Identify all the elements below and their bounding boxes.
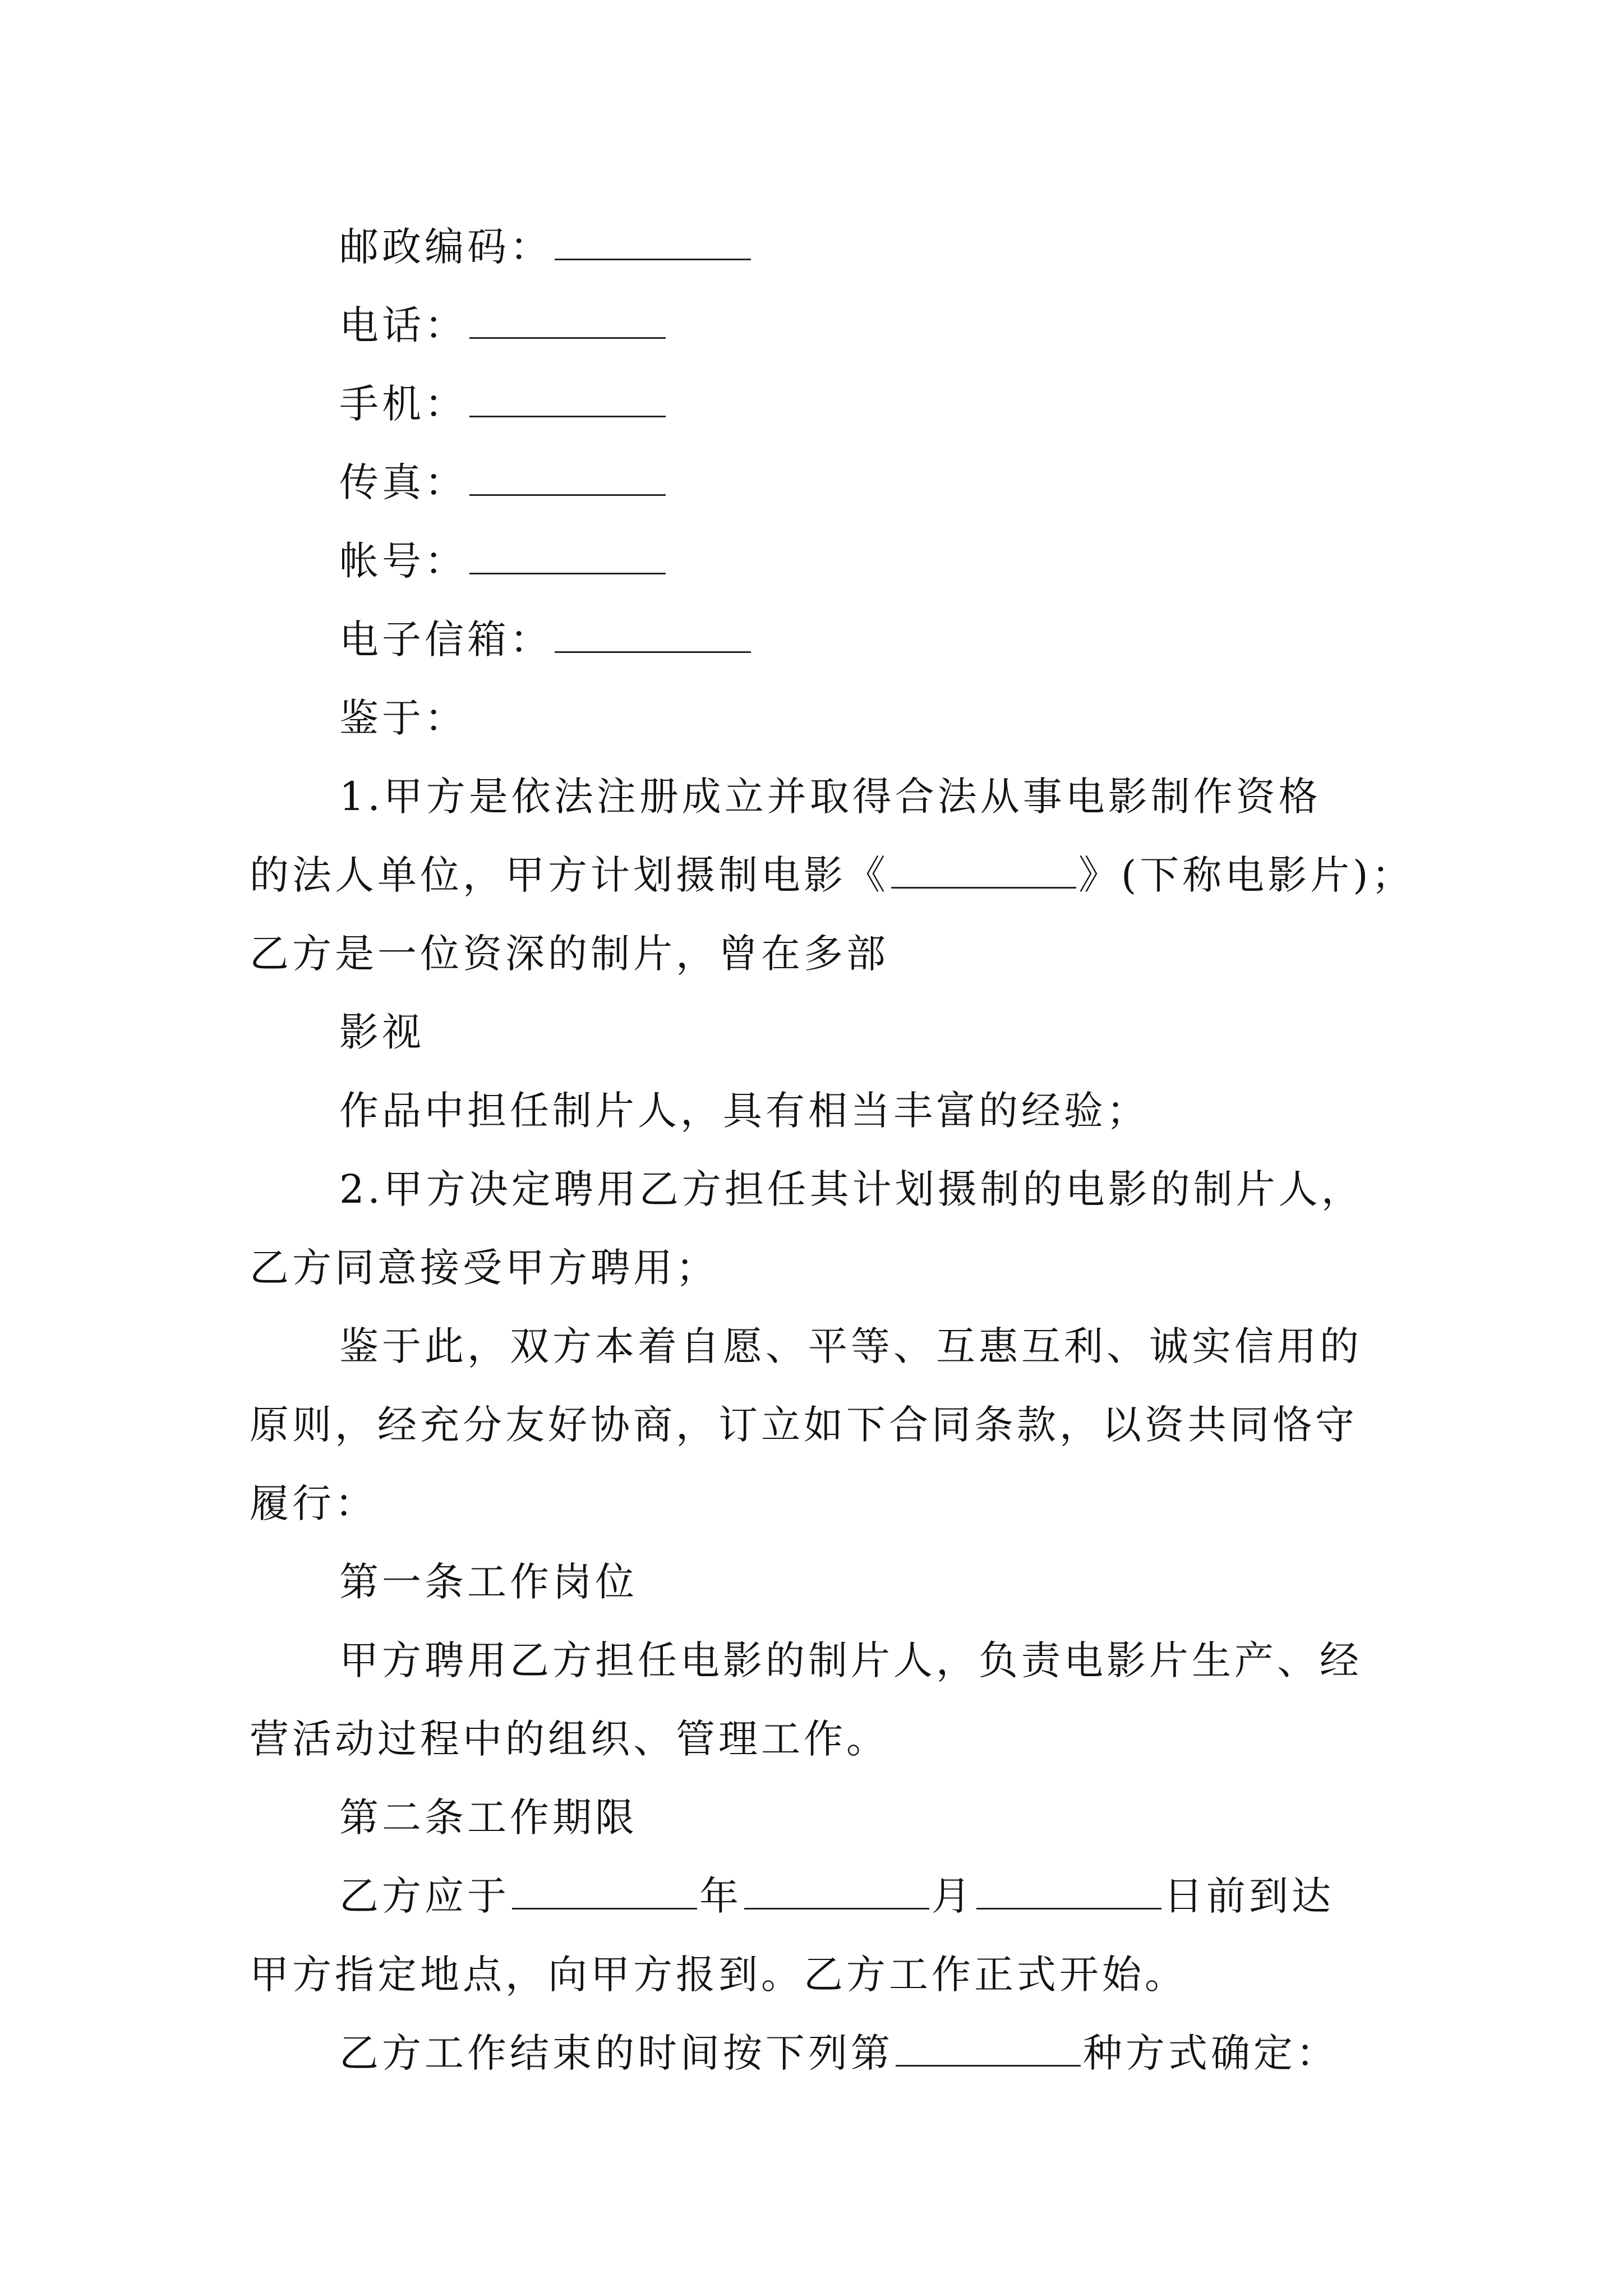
film-title-line [250,836,1414,914]
date-prefix: 乙方应于 [339,1873,510,1919]
film-title-blank[interactable] [891,848,1076,889]
day-suffix: 日前到达 [1164,1873,1334,1919]
mobile-line [250,365,1373,443]
paragraph-line: 乙方同意接受甲方聘用； [250,1245,718,1291]
fax-blank[interactable] [469,455,666,496]
mobile-label: 手机： [339,381,467,427]
end-method-prefix: 乙方工作结束的时间按下列第 [339,2030,893,2076]
paragraph-line: 2.甲方决定聘用乙方担任其计划摄制的电影的制片人， [339,1166,1364,1212]
fax-line [250,443,1373,522]
paragraph-line: 1.甲方是依法注册成立并取得合法从事电影制作资格 [339,774,1321,820]
fax-label: 传真： [339,459,467,505]
paragraph-line: 鉴于此，双方本着自愿、平等、互惠互利、诚实信用的 [339,1323,1362,1369]
month-blank[interactable] [744,1869,929,1910]
phone-line [250,286,1373,365]
whereas-heading: 鉴于： [339,695,467,741]
year-label: 年 [699,1873,742,1919]
postal-code-blank[interactable] [555,219,751,260]
end-method-line [250,2014,1373,2092]
phone-blank[interactable] [469,298,666,339]
month-label: 月 [932,1873,974,1919]
email-blank[interactable] [555,612,751,653]
film-title-prefix: 的法人单位，甲方计划摄制电影《 [250,852,889,898]
end-method-suffix: 种方式确定： [1083,2030,1339,2076]
paragraph-line: 甲方聘用乙方担任电影的制片人，负责电影片生产、经 [339,1637,1362,1683]
day-blank[interactable] [976,1869,1161,1910]
year-blank[interactable] [512,1869,697,1910]
account-label: 帐号： [339,538,467,584]
article-heading: 第一条工作岗位 [339,1559,638,1605]
postal-code-label: 邮政编码： [339,224,552,270]
email-label: 电子信箱： [339,616,552,662]
account-blank[interactable] [469,533,666,574]
paragraph-line: 履行： [250,1480,377,1526]
date-line [250,1857,1373,1935]
paragraph-line: 原则，经充分友好协商，订立如下合同条款，以资共同恪守 [250,1402,1358,1448]
postal-code-line [250,208,1373,286]
end-method-blank[interactable] [896,2026,1081,2067]
paragraph-line: 作品中担任制片人，具有相当丰富的经验； [339,1088,1149,1134]
paragraph-line: 乙方是一位资深的制片，曾在多部 [250,931,889,977]
article-heading: 第二条工作期限 [339,1795,638,1841]
mobile-blank[interactable] [469,376,666,417]
paragraph-line: 甲方指定地点，向甲方报到。乙方工作正式开始。 [250,1952,1187,1998]
phone-label: 电话： [339,302,467,348]
paragraph-line: 影视 [339,1009,425,1055]
film-title-suffix: 》(下称电影片)； [1078,852,1414,898]
email-line [250,600,1373,679]
paragraph-line: 营活动过程中的组织、管理工作。 [250,1716,889,1762]
account-line [250,522,1373,600]
